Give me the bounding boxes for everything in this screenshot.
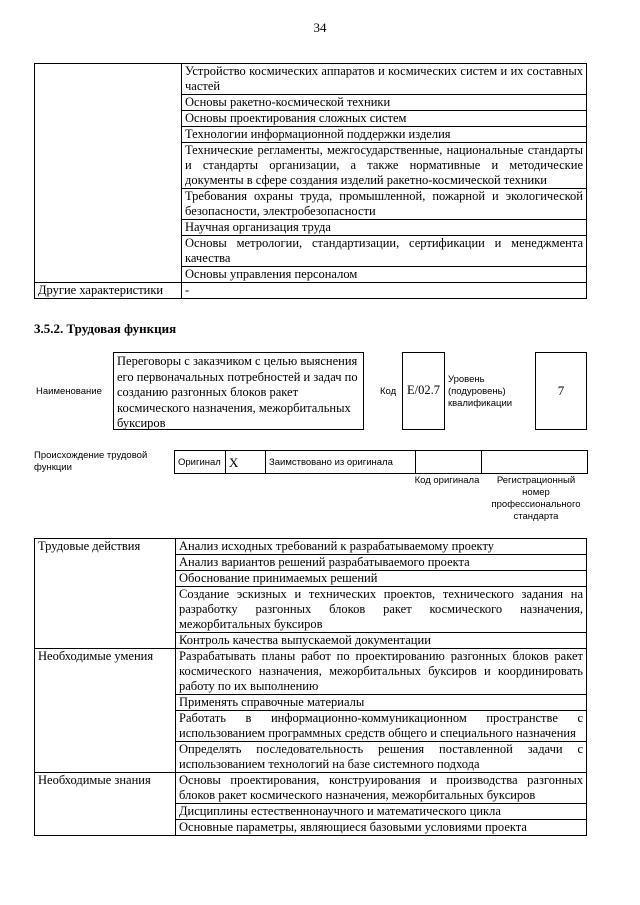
- knowledge-item: Основы проектирования, конструирования и производства разгонных блоков ракет космического назначения, межорбитальных буксиров: [176, 773, 587, 804]
- required-knowledge-label: Необходимые знания: [35, 773, 176, 836]
- labor-action-item: Контроль качества выпускаемой документации: [176, 633, 587, 649]
- original-code-caption: Код оригинала: [414, 475, 480, 486]
- skill-item: Разрабатывать планы работ по проектированию разгонных блоков ракет космического назначения, межорбитальных буксиров и координировать работу по их выполнению: [176, 649, 587, 695]
- original-label: Оригинал: [175, 451, 226, 474]
- labor-action-item: Анализ вариантов решений разрабатываемого проекта: [176, 555, 587, 571]
- table-row: [35, 539, 587, 555]
- origin-label: Происхождение трудовой функции: [34, 450, 148, 473]
- original-code-cell: [416, 451, 482, 474]
- registration-number-cell: [482, 451, 588, 474]
- labor-action-item: Обоснование принимаемых решений: [176, 571, 587, 587]
- labor-action-item: Создание эскизных и технических проектов, технического задания на разработку разгонных блоков ракет космического назначения, межорбитальных буксиров: [176, 587, 587, 633]
- labor-action-item: Анализ исходных требований к разрабатываемому проекту: [176, 539, 587, 555]
- empty-label-cell: [35, 64, 182, 283]
- borrowed-label: Заимствовано из оригинала: [266, 451, 416, 474]
- labor-function-table: [34, 538, 587, 836]
- table-row: [35, 283, 587, 299]
- knowledge-continuation-table: [34, 63, 587, 299]
- knowledge-item: Научная организация труда: [182, 220, 587, 236]
- table-row: [35, 649, 587, 695]
- table-row: [35, 64, 587, 95]
- original-mark: X: [226, 451, 266, 474]
- name-label: Наименование: [36, 386, 102, 397]
- required-skills-label: Необходимые умения: [35, 649, 176, 773]
- level-label: Уровень (подуровень) квалификации: [448, 374, 513, 409]
- knowledge-item: Дисциплины естественнонаучного и математического цикла: [176, 804, 587, 820]
- knowledge-item: Основы метрологии, стандартизации, сертификации и менеджмента качества: [182, 236, 587, 267]
- knowledge-item: Устройство космических аппаратов и космических систем и их составных частей: [182, 64, 587, 95]
- function-name-box: Переговоры с заказчиком с целью выяснения его первоначальных потребностей и задач по созданию разгонных блоков ракет космического назначения, межорбитальных буксиров: [113, 352, 364, 430]
- other-characteristics-label: Другие характеристики: [35, 283, 182, 299]
- origin-table: [174, 450, 588, 474]
- section-title: 3.5.2. Трудовая функция: [34, 321, 177, 336]
- knowledge-item: Требования охраны труда, промышленной, пожарной и экологической безопасности, электробезопасности: [182, 189, 587, 220]
- skill-item: Применять справочные материалы: [176, 695, 587, 711]
- page-number: 34: [313, 20, 327, 35]
- knowledge-item: Основы проектирования сложных систем: [182, 111, 587, 127]
- knowledge-item: Технические регламенты, межгосударственные, национальные стандарты и стандарты организации, а также нормативные и методические документы в сфере создания изделий ракетно-космической техники: [182, 143, 587, 189]
- knowledge-item: Основы ракетно-космической техники: [182, 95, 587, 111]
- knowledge-item: Основные параметры, являющиеся базовыми условиями проекта: [176, 820, 587, 836]
- knowledge-item: Основы управления персоналом: [182, 267, 587, 283]
- knowledge-item: Технологии информационной поддержки изделия: [182, 127, 587, 143]
- labor-actions-label: Трудовые действия: [35, 539, 176, 649]
- other-characteristics-value: -: [182, 283, 587, 299]
- table-row: [175, 451, 588, 474]
- code-label: Код: [380, 386, 397, 397]
- skill-item: Работать в информационно-коммуникационном пространстве с использованием программных средств общего и специального назначения: [176, 711, 587, 742]
- qualification-level-box: 7: [535, 352, 587, 430]
- function-code-box: E/02.7: [402, 352, 445, 430]
- registration-number-caption: Регистрационный номер профессионального стандарта: [491, 475, 581, 522]
- table-row: [35, 773, 587, 804]
- skill-item: Определять последовательность решения поставленной задачи с использованием технологий на базе системного подхода: [176, 742, 587, 773]
